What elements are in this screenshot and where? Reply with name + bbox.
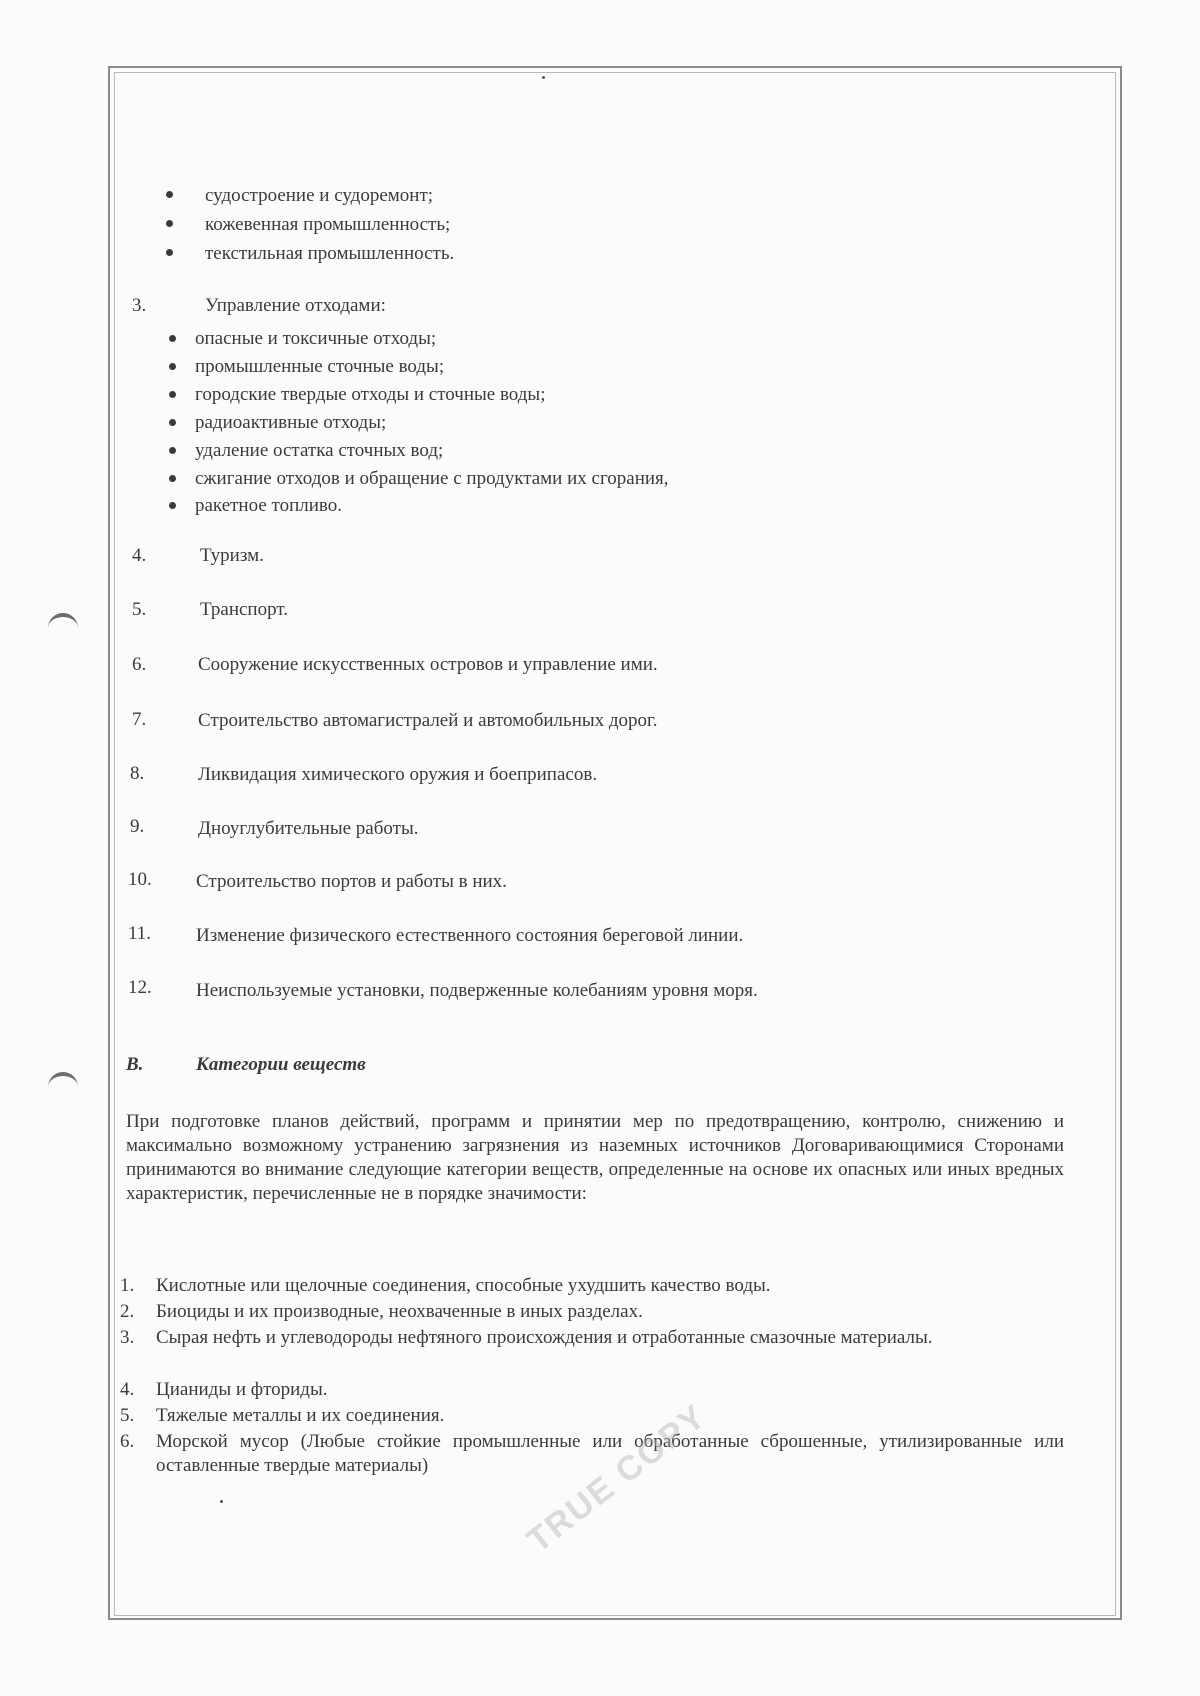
- bullet: [169, 502, 176, 509]
- item-number: 5.: [132, 599, 147, 620]
- list-item: промышленные сточные воды;: [195, 356, 445, 377]
- item-number: 7.: [132, 709, 147, 730]
- list-item: текстильная промышленность.: [205, 243, 455, 264]
- item-number: 10.: [128, 869, 152, 890]
- list-item: городские твердые отходы и сточные воды;: [195, 384, 546, 405]
- category-number: 6.: [120, 1431, 135, 1452]
- list-item: удаление остатка сточных вод;: [195, 440, 444, 461]
- item-text: Изменение физического естественного состояния береговой линии.: [196, 925, 744, 946]
- category-number: 4.: [120, 1379, 135, 1400]
- bullet: [169, 419, 176, 426]
- category-text: Биоциды и их производные, неохваченные в иных разделах.: [156, 1301, 643, 1322]
- item-text: Дноуглубительные работы.: [198, 818, 419, 839]
- category-text: Морской мусор (Любые стойкие промышленные или обработанные сброшенные, утилизированные или оставленные твердые материалы): [156, 1431, 1064, 1476]
- bullet: [169, 335, 176, 342]
- item-number: 6.: [132, 654, 147, 675]
- item-number: 11.: [128, 923, 152, 944]
- category-number: 2.: [120, 1301, 135, 1322]
- bullet: [169, 391, 176, 398]
- item-text: Туризм.: [200, 545, 264, 566]
- section-title: Категории веществ: [196, 1054, 366, 1075]
- section-number: 3.: [132, 295, 147, 316]
- item-text: Неиспользуемые установки, подверженные колебаниям уровня моря.: [196, 980, 758, 1001]
- item-text: Строительство автомагистралей и автомобильных дорог.: [198, 710, 658, 731]
- category-number: 5.: [120, 1405, 135, 1426]
- bullet: [166, 220, 173, 227]
- category-text: Кислотные или щелочные соединения, способные ухудшить качество воды.: [156, 1275, 771, 1296]
- intro-paragraph: При подготовке планов действий, программ и принятии мер по предотвращению, контролю, снижению и максимально возможному устранению загрязнения из наземных источников Договаривающимися Сторонами принимаются во внимание следующие категории веществ, определенные на основе их опасных или иных вредных характеристик, перечисленные не в порядке значимости:: [126, 1111, 1064, 1204]
- section-letter: B.: [126, 1054, 144, 1075]
- item-text: Сооружение искусственных островов и управление ими.: [198, 654, 658, 675]
- category-number: 1.: [120, 1275, 135, 1296]
- true-copy-stamp: TRUE COPY: [520, 1396, 714, 1560]
- bullet: [169, 475, 176, 482]
- list-item: кожевенная промышленность;: [205, 214, 451, 235]
- category-text: Сырая нефть и углеводороды нефтяного происхождения и отработанные смазочные материалы.: [156, 1327, 933, 1348]
- scan-speck: [220, 1500, 223, 1503]
- list-item: ракетное топливо.: [195, 495, 342, 516]
- item-number: 8.: [130, 763, 145, 784]
- bullet: [166, 249, 173, 256]
- item-number: 4.: [132, 545, 147, 566]
- item-text: Строительство портов и работы в них.: [196, 871, 507, 892]
- category-text: Цианиды и фториды.: [156, 1379, 328, 1400]
- bullet: [169, 447, 176, 454]
- bullet: [169, 363, 176, 370]
- list-item: опасные и токсичные отходы;: [195, 328, 437, 349]
- section-title: Управление отходами:: [205, 295, 386, 316]
- list-item: радиоактивные отходы;: [195, 412, 387, 433]
- item-text: Транспорт.: [200, 599, 288, 620]
- item-number: 9.: [130, 816, 145, 837]
- item-number: 12.: [128, 977, 152, 998]
- list-item: сжигание отходов и обращение с продуктами их сгорания,: [195, 468, 669, 489]
- list-item: судостроение и судоремонт;: [205, 185, 434, 206]
- category-text: Тяжелые металлы и их соединения.: [156, 1405, 445, 1426]
- item-text: Ликвидация химического оружия и боеприпасов.: [198, 764, 598, 785]
- bullet: [166, 191, 173, 198]
- category-number: 3.: [120, 1327, 135, 1348]
